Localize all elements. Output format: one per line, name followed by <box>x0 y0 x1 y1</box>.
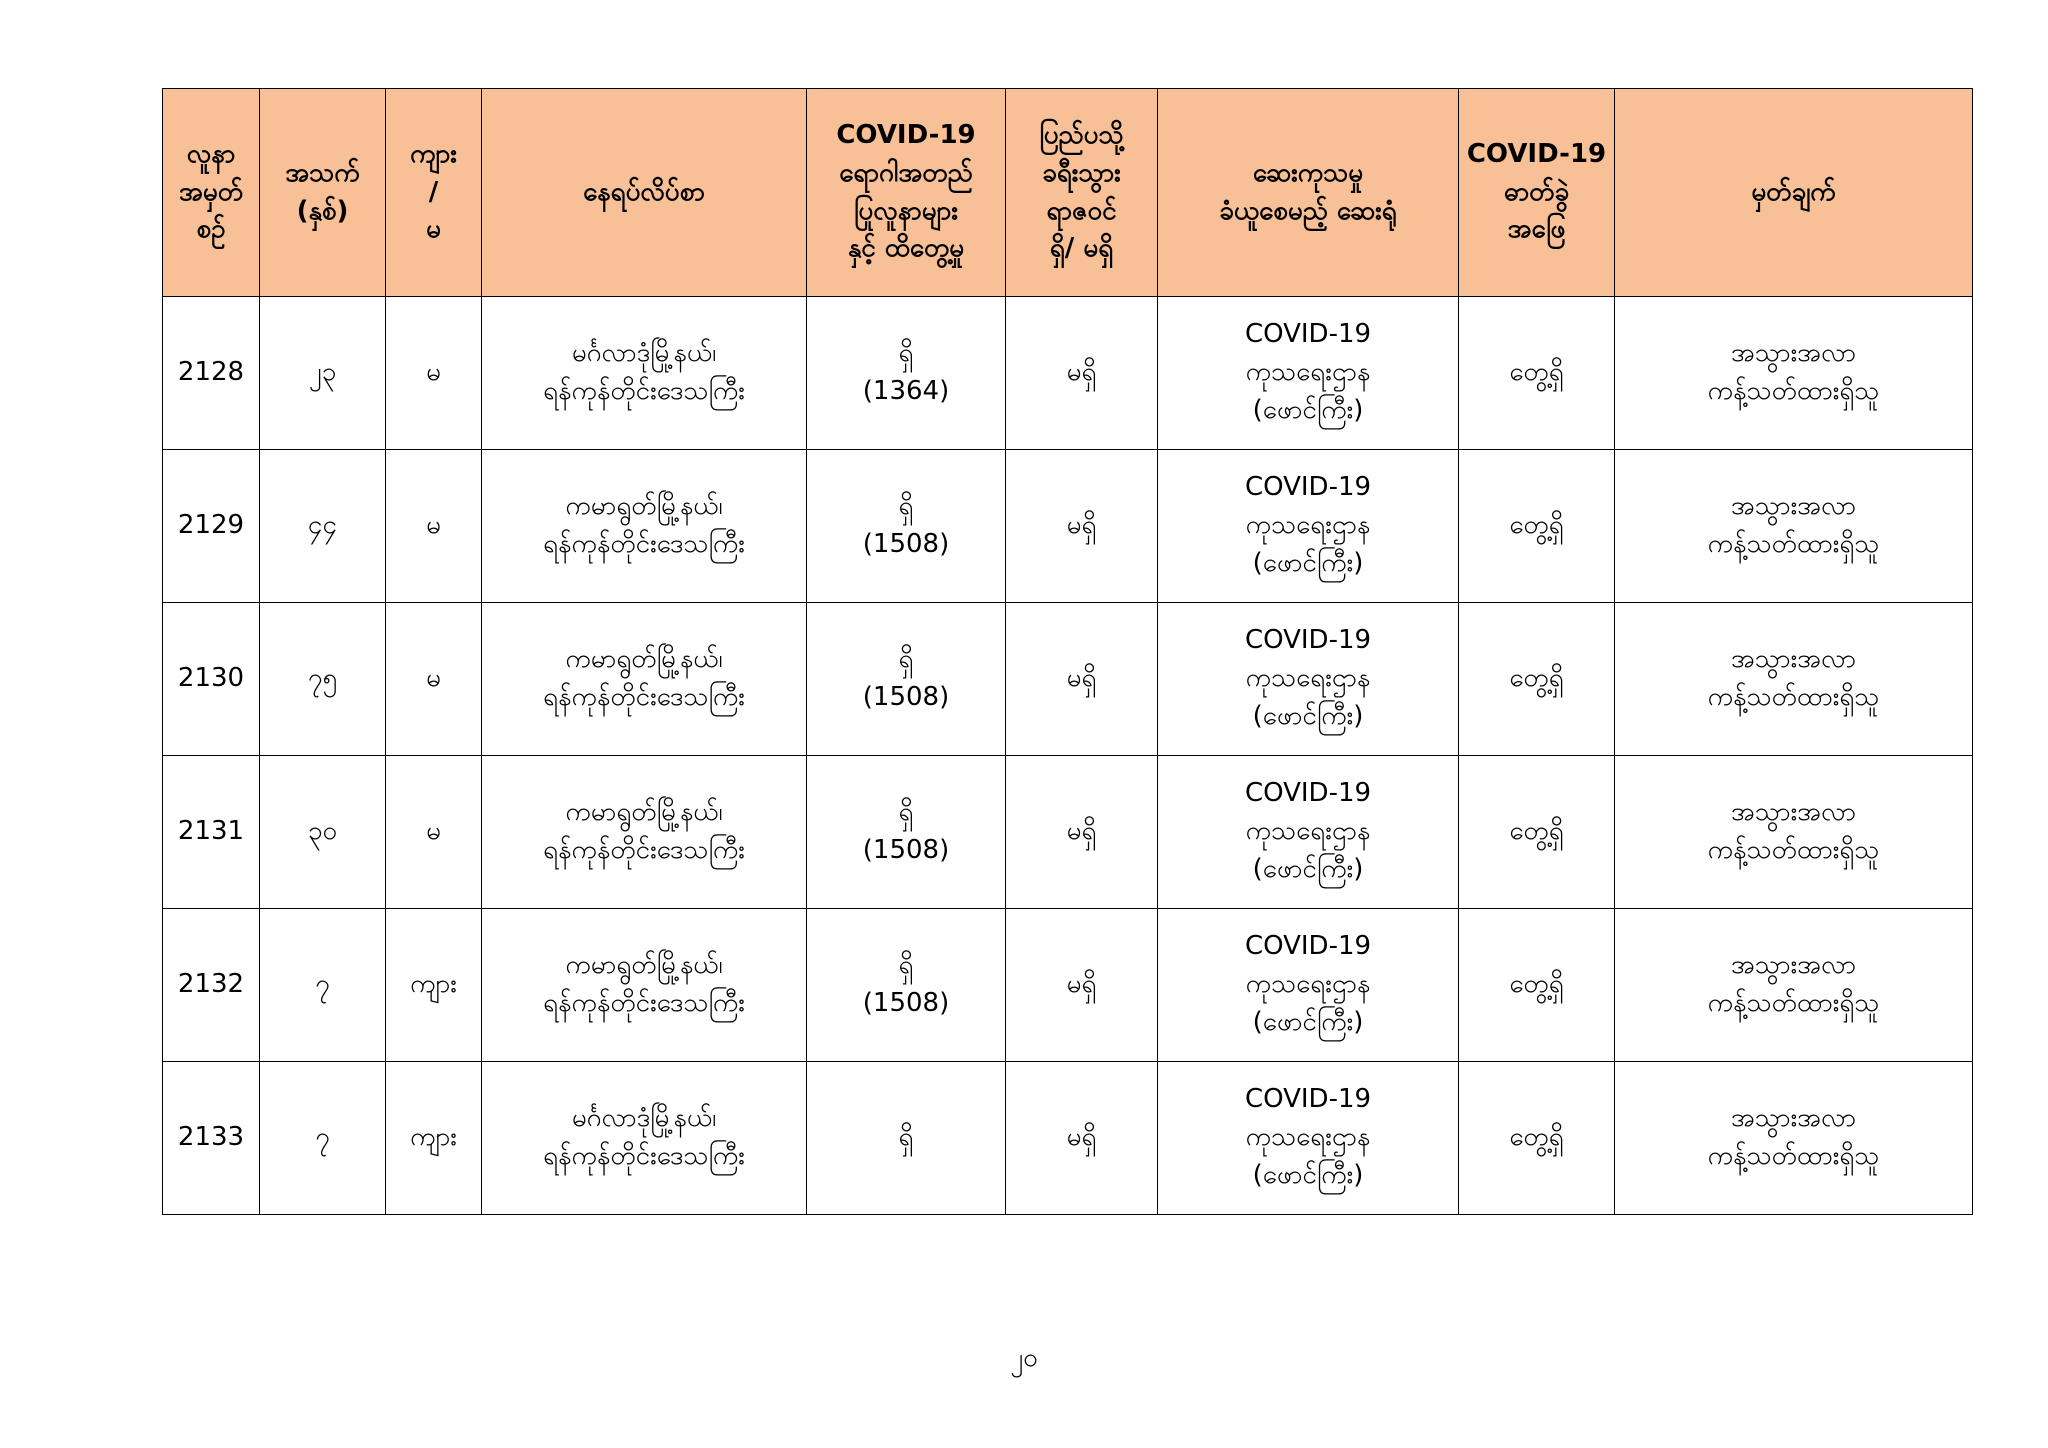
header-contact: COVID-19 ရောဂါအတည် ပြုလူနာများ နှင့် ထိတွေ့မှု <box>807 89 1006 297</box>
cell-age: ၄၄ <box>260 450 386 603</box>
cell-case-number: 2131 <box>163 756 260 909</box>
header-hospital: ဆေးကုသမှု ခံယူစေမည့် ဆေးရုံ <box>1158 89 1459 297</box>
header-travel-history: ပြည်ပသို့ ခရီးသွား ရာဇဝင် ရှိ/ မရှိ <box>1006 89 1158 297</box>
cell-contact: ရှိ (1508) <box>807 603 1006 756</box>
cell-remarks: အသွားအလာ ကန့်သတ်ထားရှိသူ <box>1615 756 1973 909</box>
cell-travel-history: မရှိ <box>1006 1062 1158 1215</box>
cell-travel-history: မရှိ <box>1006 756 1158 909</box>
cell-contact: ရှိ <box>807 1062 1006 1215</box>
table-row <box>163 450 1973 603</box>
cell-hospital: COVID-19 ကုသရေးဌာန (ဖောင်ကြီး) <box>1158 756 1459 909</box>
cell-age: ၂၃ <box>260 297 386 450</box>
cell-travel-history: မရှိ <box>1006 450 1158 603</box>
cell-hospital: COVID-19 ကုသရေးဌာန (ဖောင်ကြီး) <box>1158 909 1459 1062</box>
cell-lab-result: တွေ့ရှိ <box>1459 756 1615 909</box>
cell-contact: ရှိ (1508) <box>807 756 1006 909</box>
cell-lab-result: တွေ့ရှိ <box>1459 1062 1615 1215</box>
page-number: ၂၀ <box>1010 1343 1038 1373</box>
cell-remarks: အသွားအလာ ကန့်သတ်ထားရှိသူ <box>1615 909 1973 1062</box>
cell-lab-result: တွေ့ရှိ <box>1459 909 1615 1062</box>
cell-sex: ကျား <box>386 909 482 1062</box>
cell-lab-result: တွေ့ရှိ <box>1459 450 1615 603</box>
cell-address: ကမာရွတ်မြို့နယ်၊ ရန်ကုန်တိုင်းဒေသကြီး <box>482 756 807 909</box>
cell-case-number: 2132 <box>163 909 260 1062</box>
cell-lab-result: တွေ့ရှိ <box>1459 603 1615 756</box>
cell-age: ၃၀ <box>260 756 386 909</box>
cell-remarks: အသွားအလာ ကန့်သတ်ထားရှိသူ <box>1615 1062 1973 1215</box>
table-header-row <box>163 89 1973 297</box>
cell-travel-history: မရှိ <box>1006 909 1158 1062</box>
cell-case-number: 2133 <box>163 1062 260 1215</box>
cell-sex: မ <box>386 297 482 450</box>
cell-lab-result: တွေ့ရှိ <box>1459 297 1615 450</box>
header-remarks: မှတ်ချက် <box>1615 89 1973 297</box>
cell-sex: မ <box>386 603 482 756</box>
cell-age: ၇ <box>260 909 386 1062</box>
table-row <box>163 756 1973 909</box>
cell-address: ကမာရွတ်မြို့နယ်၊ ရန်ကုန်တိုင်းဒေသကြီး <box>482 909 807 1062</box>
covid-case-table <box>162 88 1973 1215</box>
header-case-number: လူနာ အမှတ် စဉ် <box>163 89 260 297</box>
header-sex: ကျား / မ <box>386 89 482 297</box>
cell-case-number: 2129 <box>163 450 260 603</box>
cell-travel-history: မရှိ <box>1006 297 1158 450</box>
cell-contact: ရှိ (1364) <box>807 297 1006 450</box>
cell-hospital: COVID-19 ကုသရေးဌာန (ဖောင်ကြီး) <box>1158 450 1459 603</box>
header-address: နေရပ်လိပ်စာ <box>482 89 807 297</box>
header-lab-result: COVID-19 ဓာတ်ခွဲ အဖြေ <box>1459 89 1615 297</box>
cell-remarks: အသွားအလာ ကန့်သတ်ထားရှိသူ <box>1615 297 1973 450</box>
cell-address: မင်္ဂလာဒုံမြို့နယ်၊ ရန်ကုန်တိုင်းဒေသကြီး <box>482 297 807 450</box>
table-row <box>163 909 1973 1062</box>
cell-sex: မ <box>386 756 482 909</box>
cell-case-number: 2130 <box>163 603 260 756</box>
cell-contact: ရှိ (1508) <box>807 450 1006 603</box>
cell-hospital: COVID-19 ကုသရေးဌာန (ဖောင်ကြီး) <box>1158 297 1459 450</box>
table-row <box>163 297 1973 450</box>
header-age: အသက် (နှစ်) <box>260 89 386 297</box>
cell-contact: ရှိ (1508) <box>807 909 1006 1062</box>
cell-sex: မ <box>386 450 482 603</box>
table-row <box>163 603 1973 756</box>
cell-remarks: အသွားအလာ ကန့်သတ်ထားရှိသူ <box>1615 450 1973 603</box>
cell-age: ၇ <box>260 1062 386 1215</box>
cell-hospital: COVID-19 ကုသရေးဌာန (ဖောင်ကြီး) <box>1158 1062 1459 1215</box>
cell-remarks: အသွားအလာ ကန့်သတ်ထားရှိသူ <box>1615 603 1973 756</box>
cell-hospital: COVID-19 ကုသရေးဌာန (ဖောင်ကြီး) <box>1158 603 1459 756</box>
cell-travel-history: မရှိ <box>1006 603 1158 756</box>
cell-case-number: 2128 <box>163 297 260 450</box>
cell-age: ၇၅ <box>260 603 386 756</box>
table-row <box>163 1062 1973 1215</box>
cell-sex: ကျား <box>386 1062 482 1215</box>
cell-address: ကမာရွတ်မြို့နယ်၊ ရန်ကုန်တိုင်းဒေသကြီး <box>482 603 807 756</box>
cell-address: ကမာရွတ်မြို့နယ်၊ ရန်ကုန်တိုင်းဒေသကြီး <box>482 450 807 603</box>
cell-address: မင်္ဂလာဒုံမြို့နယ်၊ ရန်ကုန်တိုင်းဒေသကြီး <box>482 1062 807 1215</box>
